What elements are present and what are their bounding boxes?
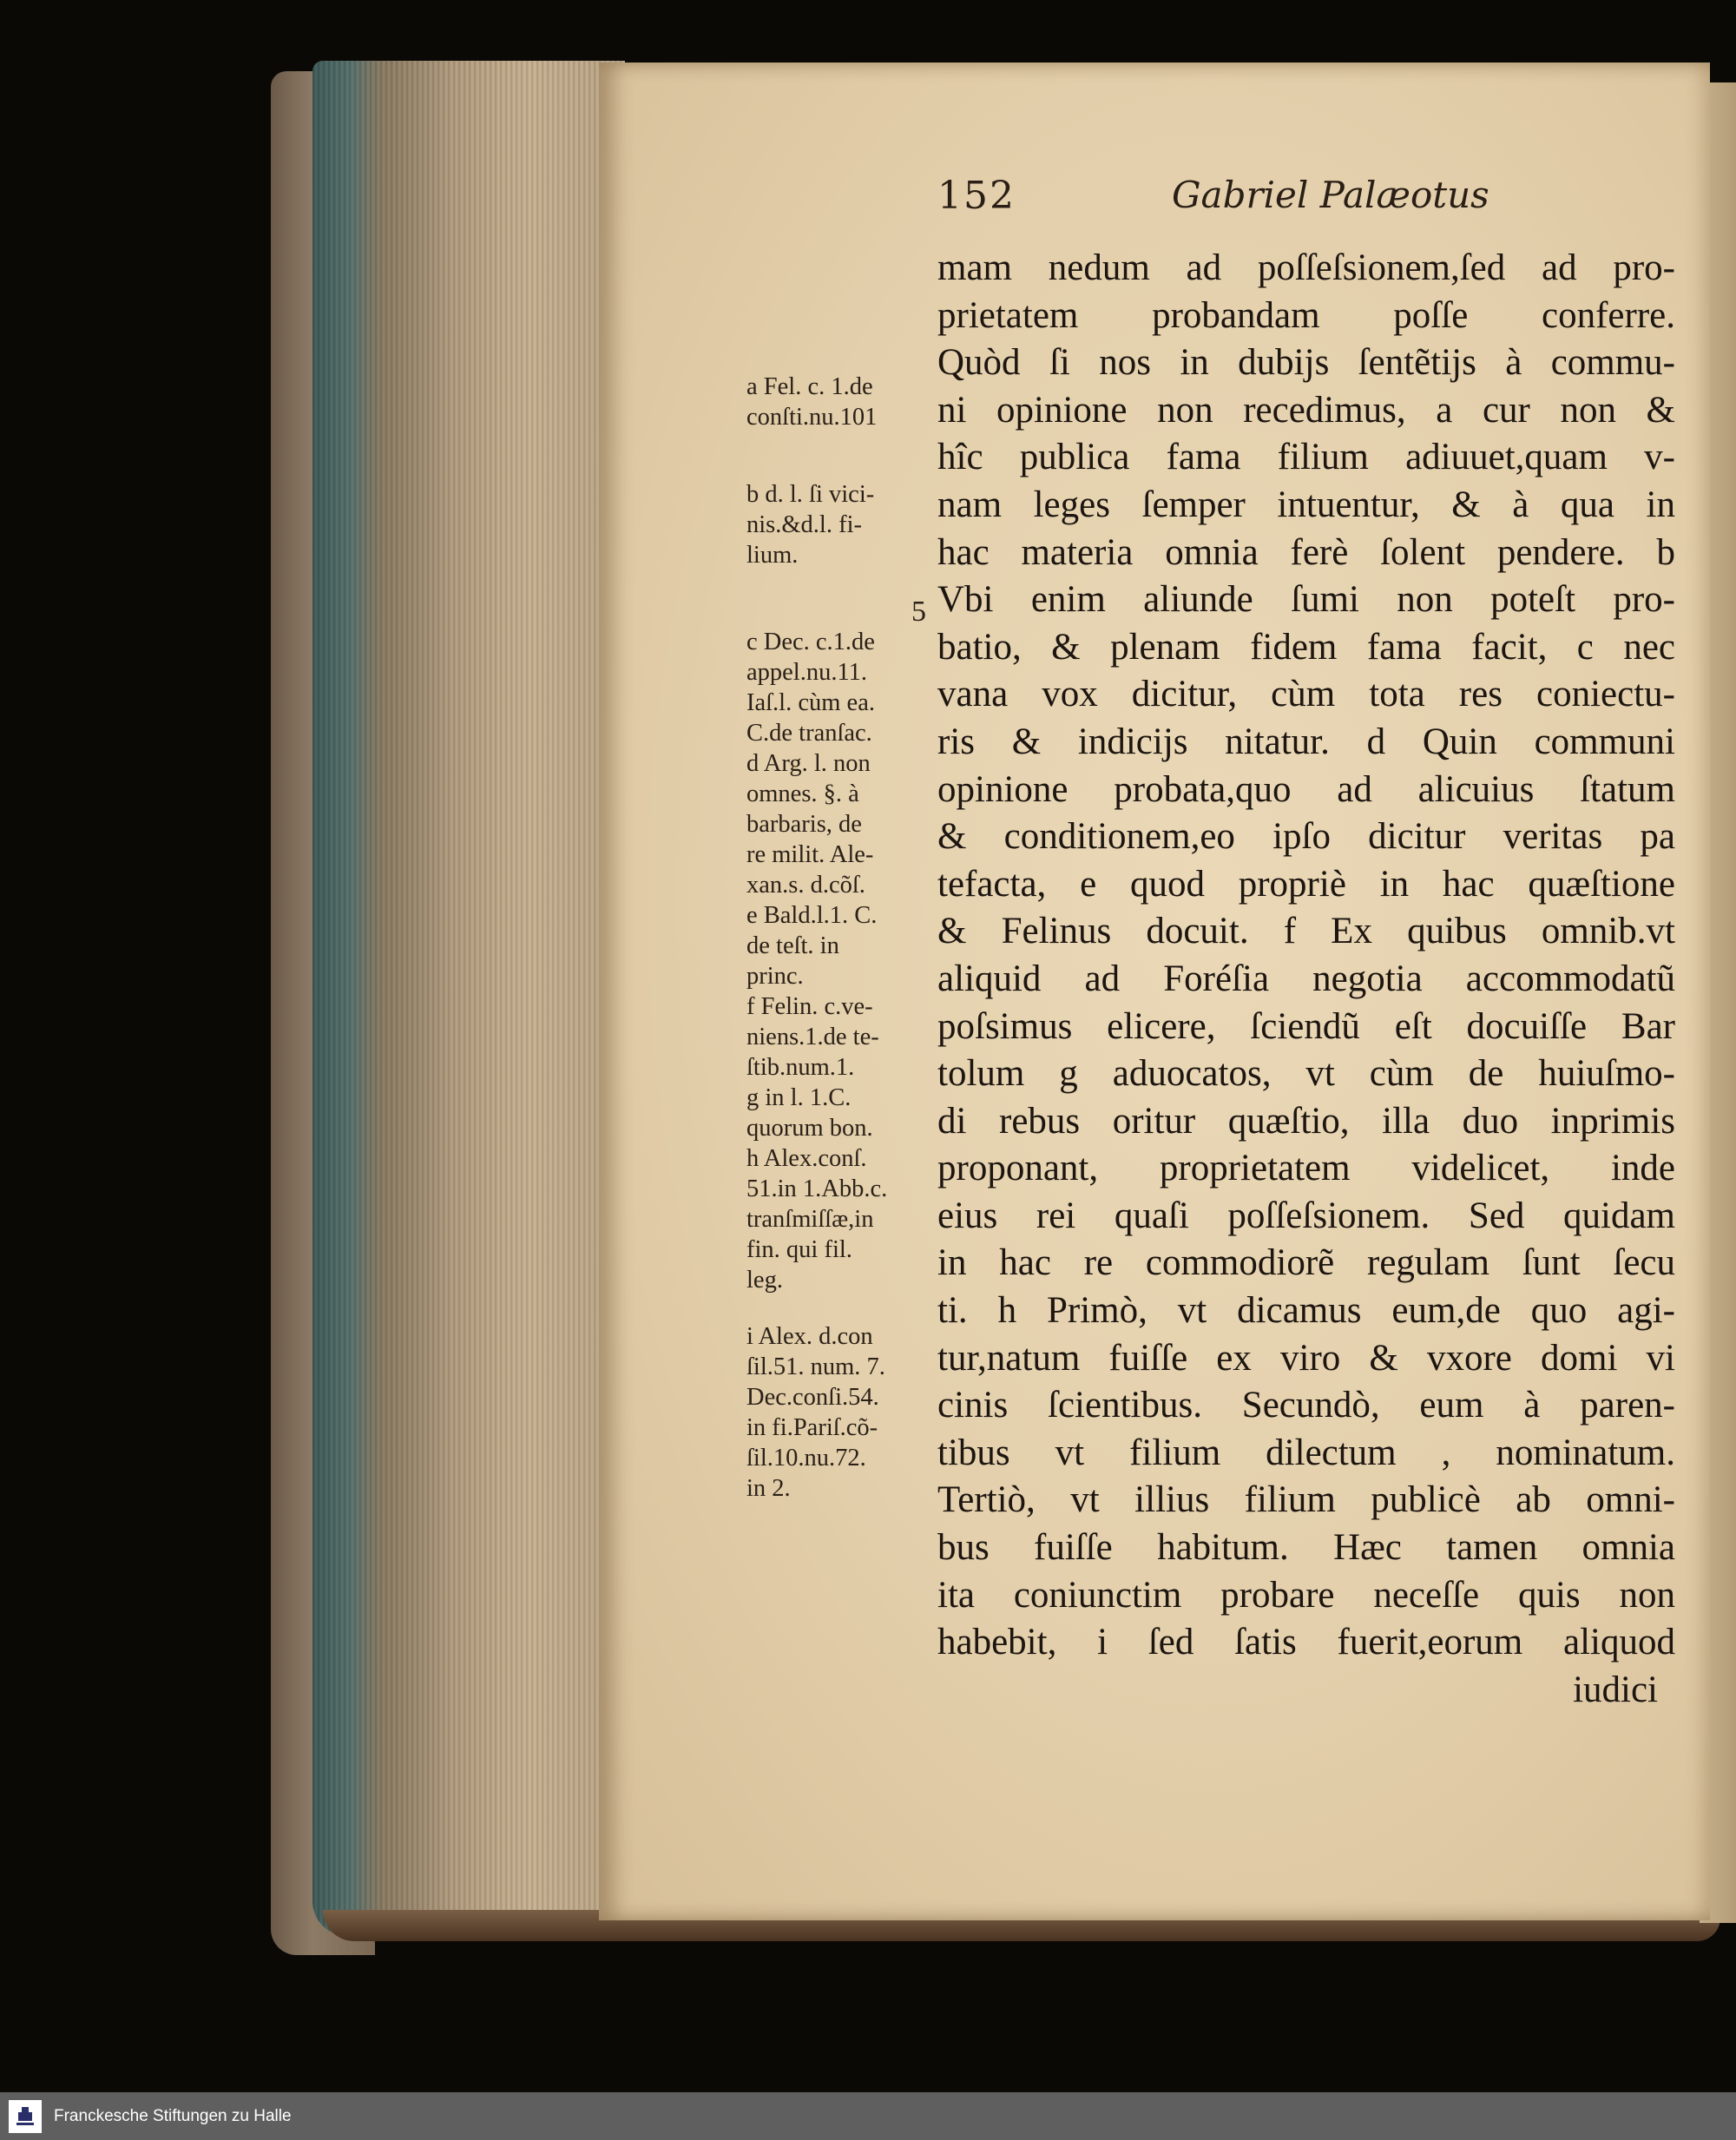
- margin-note: barbaris, de: [746, 811, 862, 838]
- margin-note: de teſt. in: [746, 932, 839, 959]
- text-line: Quòd ſi nos in dubijs ſentẽtijs à commu-: [937, 342, 1675, 384]
- margin-note: C.de tranſac.: [746, 720, 872, 747]
- margin-note: tranſmiſſæ,in: [746, 1206, 874, 1233]
- text-line: aliquid ad Foréſia negotia accommodatũ: [937, 958, 1675, 999]
- margin-note: in 2.: [746, 1475, 791, 1502]
- margin-notes: [746, 372, 933, 1504]
- margin-note: nis.&d.l. fi-: [746, 511, 862, 538]
- margin-note: lium.: [746, 542, 799, 569]
- margin-note: 51.in 1.Abb.c.: [746, 1175, 888, 1202]
- text-line: cinis ſcientibus. Secundò, eum à paren-: [937, 1385, 1675, 1426]
- text-line: eius rei quaſi poſſeſsionem. Sed quidam: [937, 1195, 1675, 1236]
- text-line: ita coniunctim probare neceſſe quis non: [937, 1574, 1675, 1616]
- catchword: iudici: [1573, 1669, 1658, 1710]
- text-line: Tertiò, vt illius filium publicè ab omni-: [937, 1479, 1675, 1521]
- text-line: vana vox dicitur, cùm tota res coniectu-: [937, 674, 1675, 715]
- margin-note: quorum bon.: [746, 1115, 873, 1142]
- margin-note: f Felin. c.ve-: [746, 993, 873, 1020]
- text-line: ni opinione non recedimus, a cur non &: [937, 389, 1675, 431]
- text-line: mam nedum ad poſſeſsionem,ſed ad pro-: [937, 247, 1675, 288]
- margin-note: ſil.10.nu.72.: [746, 1445, 866, 1472]
- book-page-edges: [312, 61, 625, 1936]
- footer-bar: [0, 2092, 1736, 2140]
- margin-note: h Alex.conſ.: [746, 1145, 867, 1172]
- margin-note: i Alex. d.con: [746, 1323, 873, 1350]
- margin-note: niens.1.de te-: [746, 1024, 879, 1050]
- section-number: 5: [911, 596, 926, 627]
- margin-note: b d. l. ſi vici-: [746, 481, 875, 508]
- running-head: Gabriel Palæotus: [1172, 174, 1489, 216]
- text-line: hac materia omnia ferè ſolent pendere. b: [937, 531, 1675, 573]
- text-line: ti. h Primò, vt dicamus eum,de quo agi-: [937, 1290, 1675, 1332]
- text-line: nam leges ſemper intuentur, & à qua in: [937, 484, 1675, 525]
- text-line: poſsimus elicere, ſciendũ eſt docuiſſe Bar: [937, 1005, 1675, 1047]
- margin-note: a Fel. c. 1.de: [746, 373, 873, 400]
- footer-text: Franckesche Stiftungen zu Halle: [54, 2106, 292, 2125]
- margin-note: xan.s. d.cõſ.: [746, 872, 865, 899]
- text-line: in hac re commodiorẽ regulam ſunt ſecu: [937, 1242, 1675, 1284]
- text-line: Vbi enim aliunde ſumi non poteſt pro-: [937, 579, 1675, 621]
- margin-note: princ.: [746, 963, 804, 990]
- margin-note: ſil.51. num. 7.: [746, 1353, 885, 1380]
- page-header: [937, 174, 1667, 234]
- margin-note: Dec.conſi.54.: [746, 1384, 879, 1411]
- margin-note: c Dec. c.1.de: [746, 629, 875, 655]
- text-line: bus fuiſſe habitum. Hæc tamen omnia: [937, 1527, 1675, 1569]
- text-line: proponant, proprietatem videlicet, inde: [937, 1148, 1675, 1189]
- margin-note: re milit. Ale-: [746, 841, 874, 868]
- margin-note: appel.nu.11.: [746, 659, 868, 686]
- text-line: prietatem probandam poſſe conferre.: [937, 294, 1675, 336]
- franckesche-logo-icon: [9, 2100, 42, 2133]
- margin-note: Iaſ.l. cùm ea.: [746, 689, 875, 716]
- text-line: di rebus oritur quæſtio, illa duo inprimis: [937, 1100, 1675, 1142]
- text-line: hîc publica fama filium adiuuet,quam v-: [937, 437, 1675, 478]
- margin-note: omnes. §. à: [746, 780, 859, 807]
- text-line: ris & indicijs nitatur. d Quin communi: [937, 721, 1675, 762]
- margin-note: d Arg. l. non: [746, 750, 871, 777]
- text-line: habebit, i ſed ſatis fuerit,eorum aliquod: [937, 1622, 1675, 1663]
- margin-note: in fi.Pariſ.cõ-: [746, 1414, 878, 1441]
- text-line: batio, & plenam fidem fama facit, c nec: [937, 626, 1675, 668]
- text-line: tolum g aduocatos, vt cùm de huiuſmo-: [937, 1053, 1675, 1095]
- text-line: & conditionem,eo ipſo dicitur veritas pa: [937, 816, 1675, 858]
- margin-note: ſtib.num.1.: [746, 1054, 855, 1081]
- margin-note: leg.: [746, 1267, 783, 1294]
- margin-note: g in l. 1.C.: [746, 1084, 852, 1111]
- main-text-block: [937, 245, 1675, 1714]
- margin-note: fin. qui fil.: [746, 1236, 852, 1263]
- text-line: opinione probata,quo ad alicuius ſtatum: [937, 768, 1675, 810]
- text-line: & Felinus docuit. f Ex quibus omnib.vt: [937, 911, 1675, 952]
- text-line: tibus vt filium dilectum , nominatum.: [937, 1432, 1675, 1473]
- margin-note: e Bald.l.1. C.: [746, 902, 878, 929]
- page-number: 152: [937, 174, 1016, 218]
- text-line: tefacta, e quod propriè in hac quæſtione: [937, 863, 1675, 905]
- text-line: tur,natum fuiſſe ex viro & vxore domi vi: [937, 1337, 1675, 1379]
- margin-note: conſti.nu.101: [746, 404, 878, 431]
